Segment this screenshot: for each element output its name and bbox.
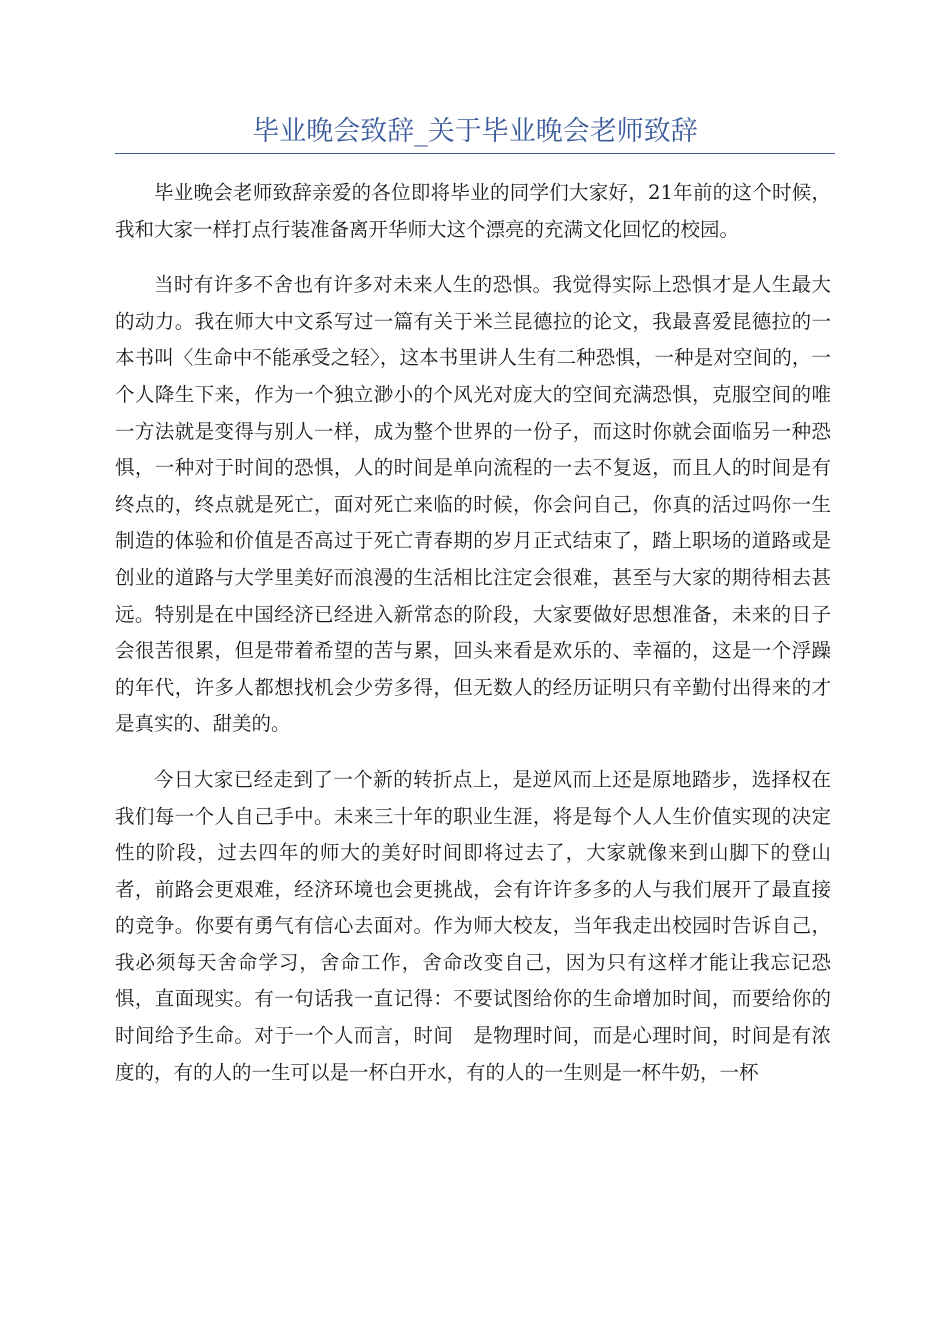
title-underline: [115, 153, 835, 154]
document-title: 毕业晚会致辞_关于毕业晚会老师致辞: [252, 116, 698, 147]
document-body: [115, 175, 831, 1110]
paragraph-2: 当时有许多不舍也有许多对未来人生的恐惧。我觉得实际上恐惧才是人生最大的动力。我在师大中文系写过一篇有关于米兰昆德拉的论文，我最喜爱昆德拉的一本书叫〈生命中不能承受之轻〉，这本书里讲人生有二种恐惧，一种是对空间的，一个人降生下来，作为一个独立渺小的个风光对庞大的空间充满恐惧，克服空间的唯一方法就是变得与别人一样，成为整个世界的一份子，而这时你就会面临另一种恐惧，一种对于时间的恐惧，人的时间是单向流程的一去不复返，而且人的时间是有终点的，终点就是死亡，面对死亡来临的时候，你会问自己，你真的活过吗你一生制造的体验和价值是否高过于死亡青春期的岁月正式结束了，踏上职场的道路或是创业的道路与大学里美好而浪漫的生活相比注定会很难，甚至与大家的期待相去甚远。特别是在中国经济已经进入新常态的阶段，大家要做好思想准备，未来的日子会很苦很累，但是带着希望的苦与累，回头来看是欢乐的、幸福的，这是一个浮躁的年代，许多人都想找机会少劳多得，但无数人的经历证明只有辛勤付出得来的才是真实的、甜美的。: [115, 273, 831, 736]
paragraph-3: 今日大家已经走到了一个新的转折点上，是逆风而上还是原地踏步，选择权在我们每一个人自己手中。未来三十年的职业生涯，将是每个人人生价值实现的决定性的阶段，过去四年的师大的美好时间即将过去了，大家就像来到山脚下的登山者，前路会更艰难，经济环境也会更挑战，会有许许多多的人与我们展开了最直接的竞争。你要有勇气有信心去面对。作为师大校友，当年我走出校园时告诉自己，我必须每天舍命学习，舍命工作，舍命改变自己，因为只有这样才能让我忘记恐惧，直面现实。有一句话我一直记得：不要试图给你的生命增加时间，而要给你的时间给予生命。对于一个人而言，时间 是物理时间，而是心理时间，时间是有浓度的，有的人的一生可以是一杯白开水，有的人的一生则是一杯牛奶，一杯: [115, 767, 831, 1084]
paragraph-1: 毕业晚会老师致辞亲爱的各位即将毕业的同学们大家好，21年前的这个时候，我和大家一样打点行装准备离开华师大这个漂亮的充满文化回忆的校园。: [115, 181, 831, 241]
